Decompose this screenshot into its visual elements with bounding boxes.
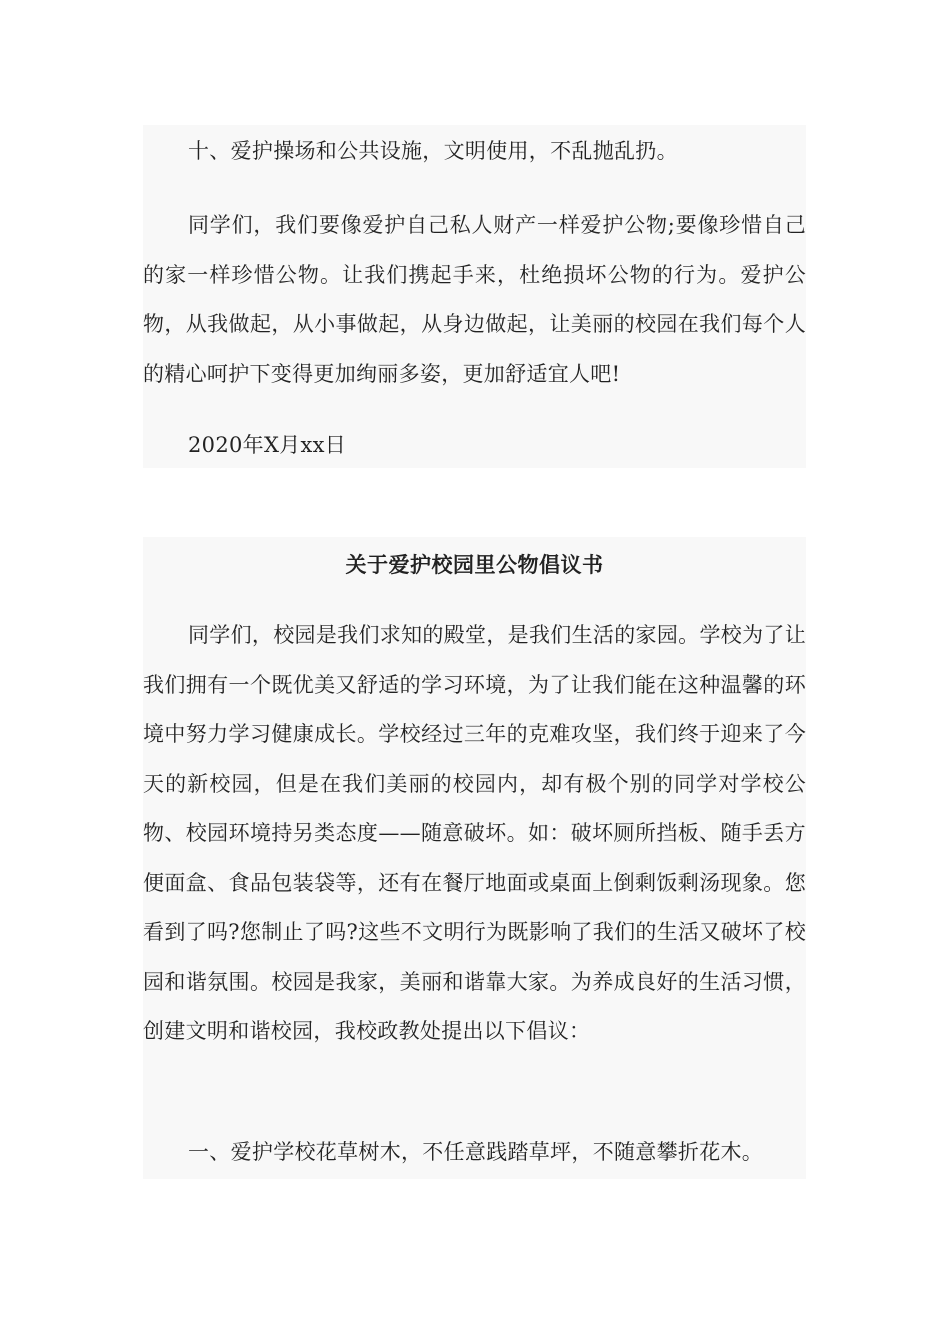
intro-paragraph: 同学们，校园是我们求知的殿堂，是我们生活的家园。学校为了让我们拥有一个既优美又舒适的学习环境，为了让我们能在这种温馨的环境中努力学习健康成长。学校经过三年的克难攻坚，我们终于迎来了今天的新校园，但是在我们美丽的校园内，却有极个别的同学对学校公物、校园环境持另类态度——随意破坏。如：破坏厕所挡板、随手丢方便面盒、食品包装袋等，还有在餐厅地面或桌面上倒剩饭剩汤现象。您看到了吗?您制止了吗?这些不文明行为既影响了我们的生活又破坏了校园和谐氛围。校园是我家，美丽和谐靠大家。为养成良好的生活习惯，创建文明和谐校园，我校政教处提出以下倡议： [143, 623, 806, 1043]
document-title: 关于爱护校园里公物倡议书 [345, 552, 604, 577]
document-section-proposal [143, 537, 806, 1179]
document-section-previous [143, 125, 806, 468]
document-date: 2020年X月xx日 [188, 433, 347, 457]
proposal-item-1: 一、爱护学校花草树木，不任意践踏草坪，不随意攀折花木。 [188, 1140, 764, 1164]
closing-paragraph: 同学们，我们要像爱护自己私人财产一样爱护公物;要像珍惜自己的家一样珍惜公物。让我们携起手来，杜绝损坏公物的行为。爱护公物，从我做起，从小事做起，从身边做起，让美丽的校园在我们每个人的精心呵护下变得更加绚丽多姿，更加舒适宜人吧! [143, 213, 806, 386]
proposal-item-10: 十、爱护操场和公共设施，文明使用，不乱抛乱扔。 [188, 139, 678, 163]
